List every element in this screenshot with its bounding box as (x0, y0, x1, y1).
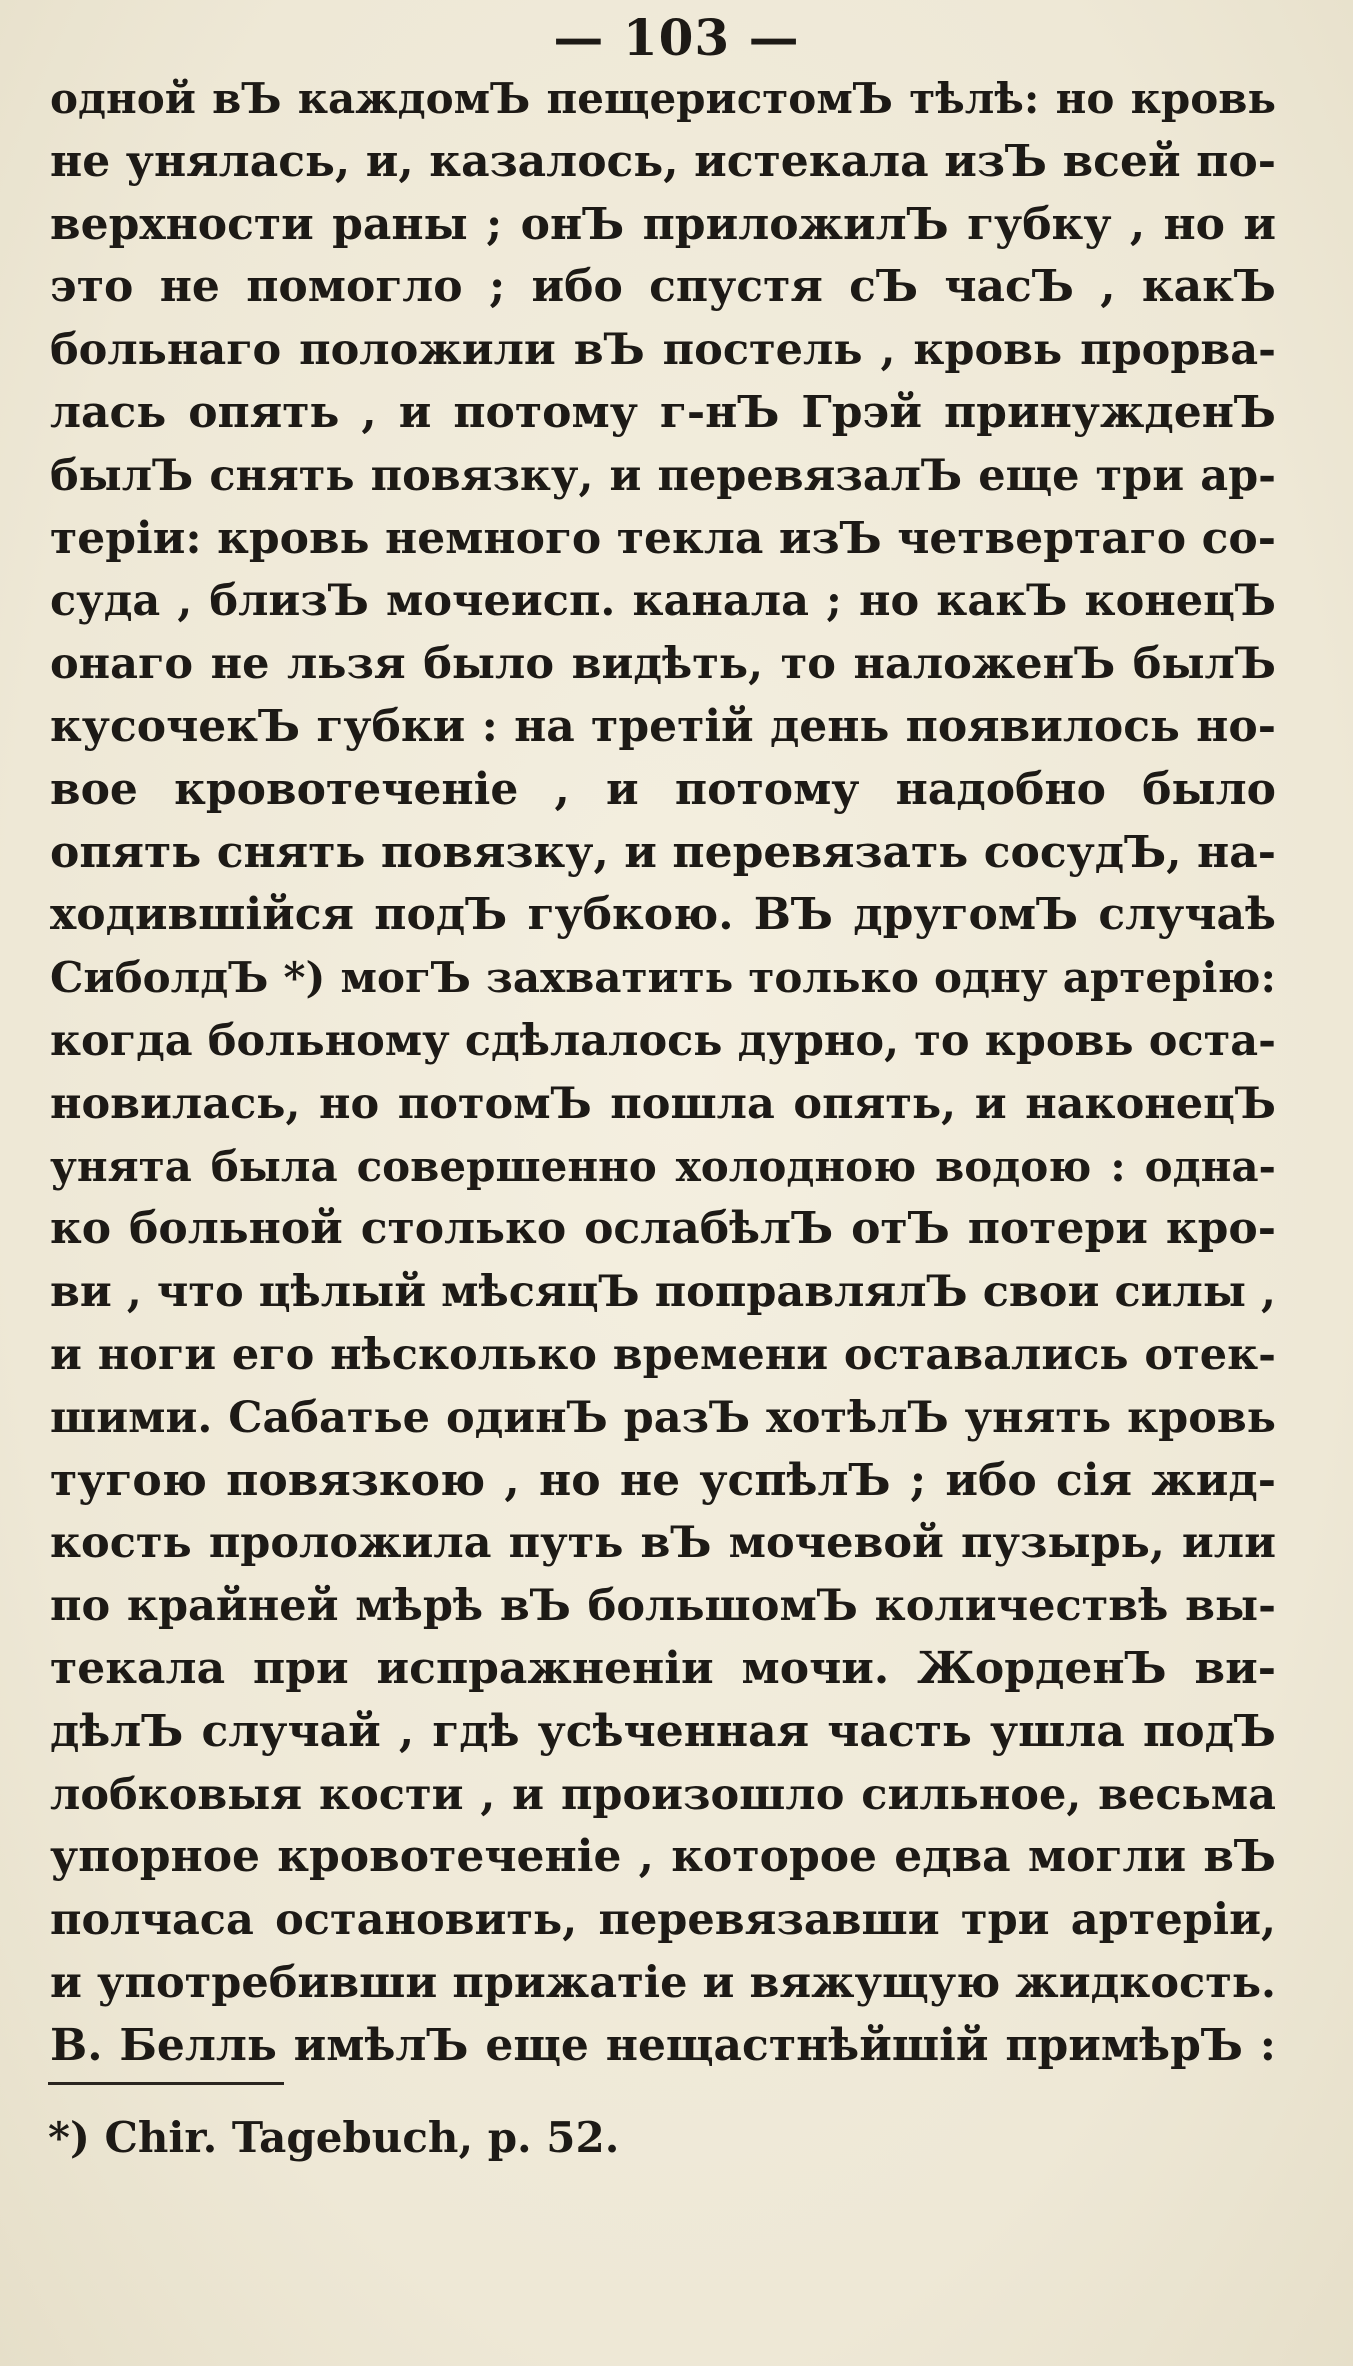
text-line: и употребивши прижатіе и вяжущую жидкость. (50, 1957, 1276, 2008)
text-line: одной вЪ каждомЪ пещеристомЪ тѣлѣ: но кровь (50, 74, 1276, 123)
text-line: вое кровотеченіе , и потому надобно было (50, 763, 1276, 815)
text-line: шими. Сабатье одинЪ разЪ хотѣлЪ унять кровь (50, 1392, 1276, 1443)
text-line: тугою повязкою , но не успѣлЪ ; ибо сія жид- (50, 1454, 1276, 1506)
text-line: дѣлЪ случай , гдѣ усѣченная часть ушла подЪ (50, 1705, 1276, 1757)
text-line: кусочекЪ губки : на третій день появилось но- (50, 700, 1276, 752)
footnote: *) Chir. Tagebuch, p. 52. (48, 2113, 620, 2162)
text-line: унята была совершенно холодною водою : одна- (50, 1141, 1276, 1191)
text-line: кость проложила путь вЪ мочевой пузырь, или (50, 1518, 1276, 1569)
text-line: ходившійся подЪ губкою. ВЪ другомЪ случаѣ (50, 889, 1276, 941)
page-number: — 103 — (553, 8, 800, 67)
text-line: опять снять повязку, и перевязать сосудЪ, на- (50, 826, 1276, 878)
text-line: теріи: кровь немного текла изЪ четвертаго со- (50, 512, 1276, 564)
text-line: суда , близЪ мочеисп. канала ; но какЪ конецЪ (50, 576, 1276, 627)
text-line: текала при испражненіи мочи. ЖорденЪ ви- (50, 1642, 1276, 1694)
text-line: былЪ снять повязку, и перевязалЪ еще три ар- (50, 450, 1276, 501)
text-line: упорное кровотеченіе , которое едва могли вЪ (50, 1831, 1276, 1883)
text-line: лобковыя кости , и произошло сильное, весьма (50, 1769, 1276, 1820)
text-line: новилась, но потомЪ пошла опять, и наконецЪ (50, 1078, 1276, 1129)
text-line: и ноги его нѣсколько времени оставались отек- (50, 1329, 1276, 1380)
text-line: онаго не льзя было видѣть, то наложенЪ былЪ (50, 639, 1276, 690)
text-line: лась опять , и потому г-нЪ Грэй принужденЪ (50, 386, 1276, 438)
text-line: ви , что цѣлый мѣсяцЪ поправлялЪ свои силы , (50, 1267, 1276, 1318)
text-line: ко больной столько ослабѣлЪ отЪ потери кро- (50, 1203, 1276, 1255)
text-line: верхности раны ; онЪ приложилЪ губку , но и (50, 198, 1276, 250)
text-line: СиболдЪ *) могЪ захватить только одну артерію: (50, 953, 1276, 1003)
text-line: В. Белль имѣлЪ еще нещастнѣйшій примѣрЪ : (50, 2019, 1276, 2071)
body-text (50, 68, 1276, 2078)
text-line: полчаса остановить, перевязавши три артеріи, (50, 1895, 1276, 1946)
text-line: это не помогло ; ибо спустя сЪ часЪ , какЪ (50, 261, 1276, 313)
text-line: не унялась, и, казалось, истекала изЪ всей по- (50, 135, 1276, 187)
text-line: по крайней мѣрѣ вЪ большомЪ количествѣ вы- (50, 1581, 1276, 1632)
footnote-divider (48, 2082, 284, 2085)
text-line: когда больному сдѣлалось дурно, то кровь оста- (50, 1015, 1276, 1066)
text-line: больнаго положили вЪ постель , кровь прорва- (50, 325, 1276, 376)
